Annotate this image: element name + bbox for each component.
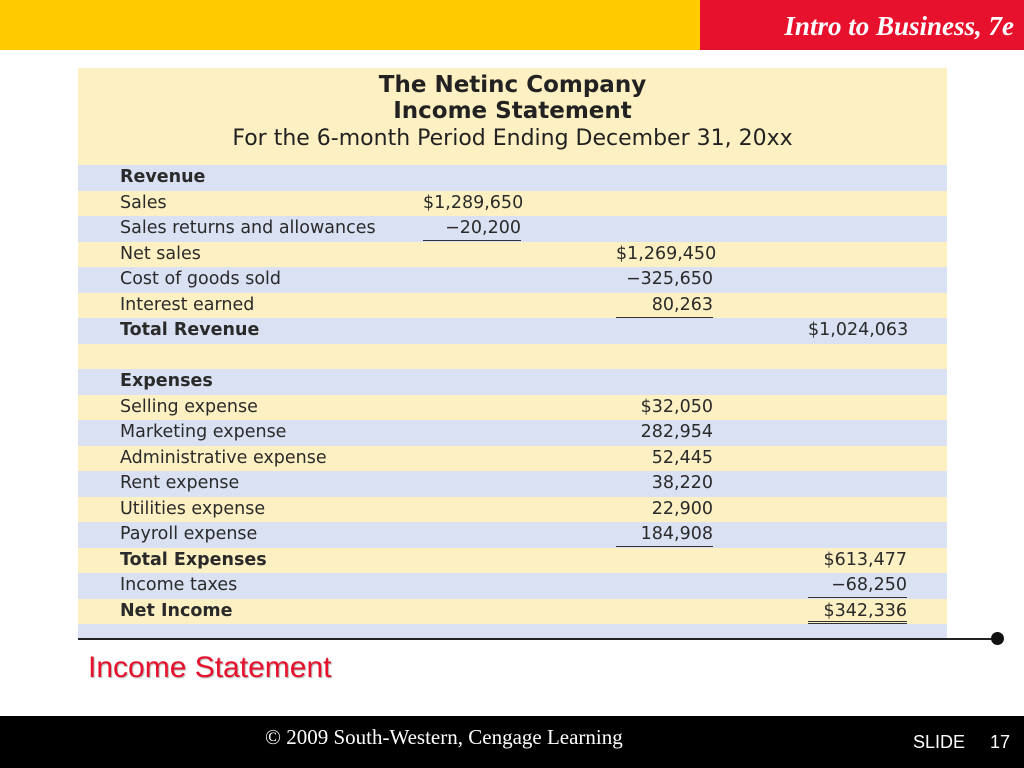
row-administrative-expense — [78, 446, 947, 472]
row-label: Selling expense — [120, 396, 258, 417]
income-statement-table — [78, 68, 947, 638]
row-label: Income taxes — [120, 575, 238, 595]
row-label: Interest earned — [120, 294, 255, 315]
row-utilities-expense — [78, 497, 947, 523]
divider-line — [78, 638, 998, 640]
row-label: Cost of goods sold — [120, 269, 282, 289]
row-label: Rent expense — [120, 473, 240, 493]
slide-label: SLIDE — [913, 732, 966, 752]
amount: $613,477 — [823, 549, 907, 570]
row-label: Expenses — [120, 371, 213, 391]
row-net-income — [78, 599, 947, 625]
row-cost-of-goods-sold — [78, 267, 947, 293]
amount: $1,024,063 — [808, 320, 909, 340]
slide-title: Income Statement — [88, 651, 332, 684]
amount: 282,954 — [640, 422, 713, 442]
amount: $1,289,650 — [423, 192, 524, 213]
amount: −325,650 — [625, 269, 713, 289]
row-sales — [78, 191, 947, 217]
row-expenses-heading — [78, 369, 947, 395]
row-label: Net Income — [120, 600, 233, 621]
row-bottom-band — [78, 624, 947, 638]
row-interest-earned — [78, 293, 947, 319]
statement-period: For the 6-month Period Ending December 31, 20xx — [232, 126, 793, 151]
row-label: Administrative expense — [120, 447, 327, 468]
statement-header — [78, 68, 947, 165]
statement-title: Income Statement — [393, 98, 632, 124]
row-label: Total Revenue — [120, 320, 260, 340]
amount: 184,908 — [616, 522, 713, 547]
amount: $32,050 — [640, 396, 713, 417]
row-income-taxes — [78, 573, 947, 599]
row-net-sales — [78, 242, 947, 268]
amount: 22,900 — [651, 498, 713, 519]
row-spacer — [78, 344, 947, 370]
row-revenue-heading — [78, 165, 947, 191]
row-label: Sales returns and allowances — [120, 218, 376, 238]
amount: 38,220 — [651, 473, 713, 493]
row-payroll-expense — [78, 522, 947, 548]
row-marketing-expense — [78, 420, 947, 446]
top-banner — [0, 0, 700, 50]
row-label: Revenue — [120, 167, 206, 187]
row-total-expenses — [78, 548, 947, 574]
row-label: Net sales — [120, 243, 201, 264]
course-title: Intro to Business, 7e — [700, 0, 1024, 50]
row-selling-expense — [78, 395, 947, 421]
row-label: Sales — [120, 192, 167, 213]
row-label: Utilities expense — [120, 498, 266, 519]
slide-number: 17 — [990, 732, 1011, 752]
amount: −20,200 — [423, 216, 521, 241]
amount: 52,445 — [651, 447, 713, 468]
amount: $1,269,450 — [616, 243, 717, 264]
row-rent-expense — [78, 471, 947, 497]
footer-bar — [0, 716, 1024, 768]
amount: −68,250 — [808, 573, 907, 598]
row-label: Marketing expense — [120, 422, 287, 442]
row-total-revenue — [78, 318, 947, 344]
amount: 80,263 — [616, 293, 713, 318]
copyright-text: © 2009 South-Western, Cengage Learning — [265, 725, 623, 749]
divider-end-dot — [991, 632, 1004, 645]
row-sales-returns — [78, 216, 947, 242]
row-label: Total Expenses — [120, 549, 267, 570]
company-name: The Netinc Company — [378, 72, 647, 98]
amount: $342,336 — [808, 599, 907, 624]
row-label: Payroll expense — [120, 524, 258, 544]
